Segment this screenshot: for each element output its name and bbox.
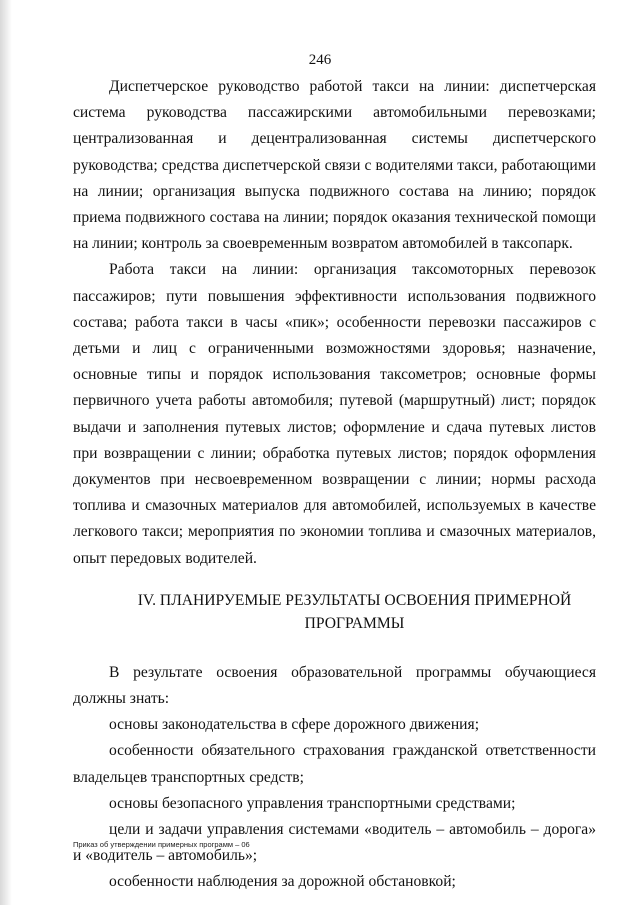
section-heading-line-2: ПРОГРАММЫ bbox=[304, 614, 405, 632]
section-heading-line-1: IV. ПЛАНИРУЕМЫЕ РЕЗУЛЬТАТЫ ОСВОЕНИЯ ПРИМЕРНОЙ bbox=[137, 591, 572, 609]
section-heading bbox=[73, 589, 596, 635]
paragraph-taxi-work: Работа такси на линии: организация таксомоторных перевозок пассажиров; пути повышения эффективности использования подвижного состава; работа такси в часы «пик»; особенности перевозки пассажиров с детьми и лиц с ограниченными возможностями здоровья; назначение, основные типы и порядок использования таксометров; основные формы первичного учета работы автомобиля; путевой (маршрутный) лист; порядок выдачи и заполнения путевых листов; оформление и сдача путевых листов при возвращении с линии; обработка путевых листов; порядок оформления документов при несвоевременном возвращении с линии; нормы расхода топлива и смазочных материалов для автомобилей, используемых в качестве легкового такси; мероприятия по экономии топлива и смазочных материалов, опыт передовых водителей. bbox=[73, 261, 596, 567]
document-body bbox=[73, 74, 596, 896]
page-footer: Приказ об утверждении примерных программ – 06 bbox=[73, 840, 250, 849]
scan-edge-shadow bbox=[0, 0, 12, 905]
page-number: 246 bbox=[308, 52, 332, 68]
list-item: основы законодательства в сфере дорожного движения; bbox=[109, 716, 480, 734]
list-item: особенности обязательного страхования гражданской ответственности владельцев транспортных средств; bbox=[73, 742, 596, 786]
paragraph-dispatch: Диспетчерское руководство работой такси на линии: диспетчерская система руководства пассажирскими автомобильными перевозками; централизованная и децентрализованная системы диспетчерского руководства; средства диспетчерской связи с водителями такси, работающими на линии; организация выпуска подвижного состава на линию; порядок приема подвижного состава на линии; порядок оказания технической помощи на линии; контроль за своевременным возвратом автомобилей в таксопарк. bbox=[73, 78, 596, 253]
intro-paragraph: В результате освоения образовательной программы обучающиеся должны знать: bbox=[73, 663, 596, 708]
list-item: основы безопасного управления транспортными средствами; bbox=[109, 794, 516, 812]
list-item: цели и задачи управления системами «водитель – автомобиль – дорога» и «водитель – автомобиль»; bbox=[73, 821, 596, 865]
list-item: особенности наблюдения за дорожной обстановкой; bbox=[109, 873, 456, 891]
